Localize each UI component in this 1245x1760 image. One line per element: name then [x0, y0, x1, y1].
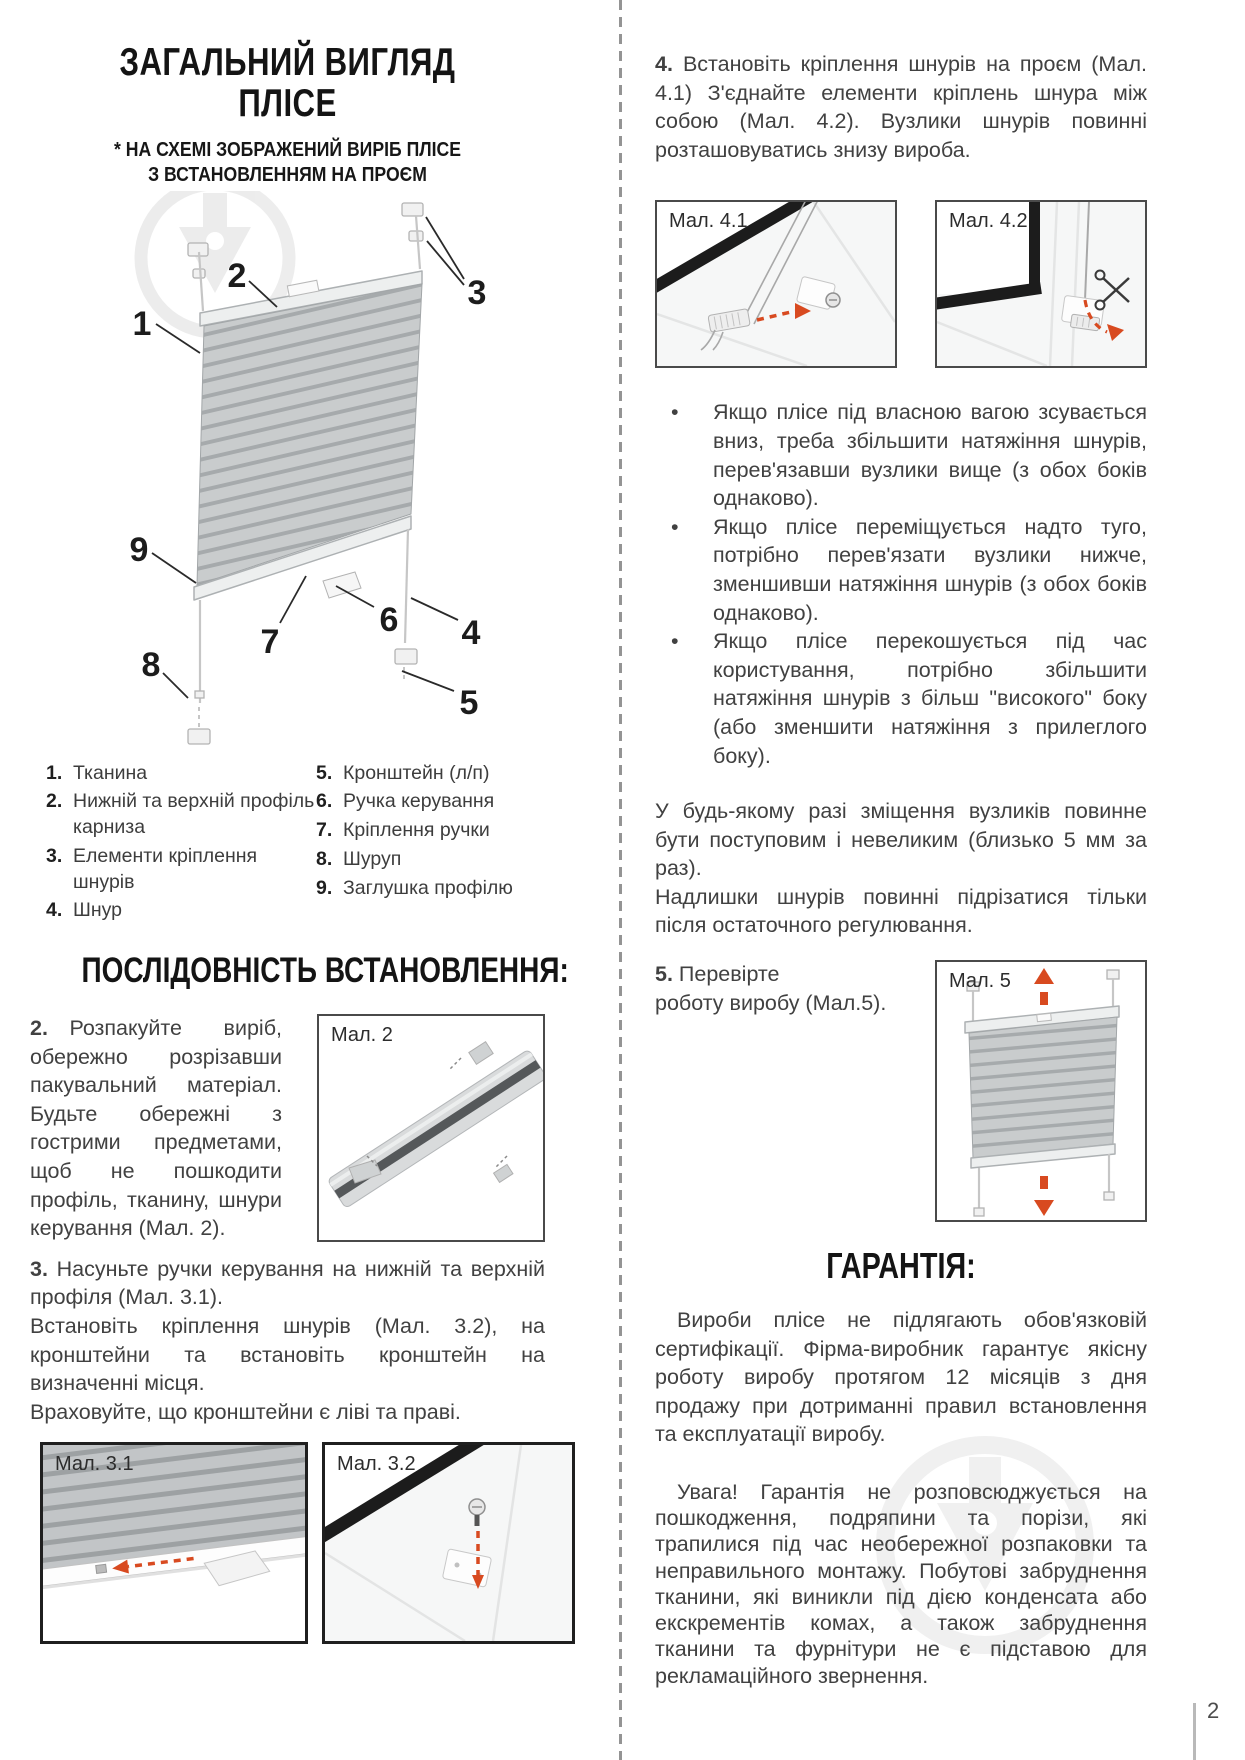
figure-3-2: [322, 1442, 575, 1644]
figure-2: [317, 1014, 545, 1242]
note-line-1: У будь-якому разі зміщення вузликів повинне бути поступовим і невеликим (близько 5 мм за раз).: [655, 799, 1147, 881]
warranty-title: ГАРАНТІЯ:: [826, 1245, 976, 1287]
subtitle-line-2: З ВСТАНОВЛЕННЯМ НА ПРОЄМ: [148, 162, 427, 186]
bullet-icon: •: [671, 400, 679, 425]
figure-2-illustration: [319, 1016, 543, 1240]
page-number: 2: [1207, 1698, 1220, 1723]
parts-legend: [30, 761, 545, 927]
figure-3-1-label: Мал. 3.1: [55, 1453, 134, 1476]
legend-item: 5. Кронштейн (л/п): [316, 761, 490, 784]
page-subtitle: [30, 137, 545, 187]
callout-4: 4: [461, 613, 481, 652]
step-3-line-1: 3. Насуньте ручки керування на нижній та верхній профіля (Мал. 3.1).: [30, 1256, 545, 1310]
subtitle-line-1: * НА СХЕМІ ЗОБРАЖЕНИЙ ВИРІБ ПЛІСЕ: [113, 137, 462, 161]
blind-overview-diagram: [30, 191, 545, 761]
right-column: [655, 0, 1147, 1689]
section-title-installation: ПОСЛІДОВНІСТЬ ВСТАНОВЛЕННЯ:: [81, 951, 569, 991]
figures-4-row: [655, 200, 1147, 368]
column-divider: [619, 0, 622, 1760]
callout-5: 5: [459, 683, 479, 722]
bullet-icon: •: [671, 514, 679, 539]
step-3-block: [30, 1255, 545, 1427]
legend-item: 4. Шнур: [46, 899, 123, 922]
figure-5-illustration: [937, 962, 1145, 1220]
page-title: [30, 42, 545, 125]
step-5-block: [655, 960, 1147, 1222]
figures-3-row: [40, 1442, 575, 1644]
step-2-text: 2. Розпакуйте виріб, обережно розрізавши пакувальний матеріал. Будьте обережні з гострими предметами, щоб не пошкодити профіль, тканину, шнури керування (Мал. 2).: [30, 1016, 282, 1241]
legend-item: 1. Тканина: [46, 761, 148, 784]
figure-5-label: Мал. 5: [949, 970, 1011, 993]
legend-item: 7. Кріплення ручки: [316, 819, 490, 842]
title-line-1: ЗАГАЛЬНИЙ ВИГЛЯД: [119, 41, 456, 84]
figure-4-1-label: Мал. 4.1: [669, 210, 748, 233]
callout-2: 2: [227, 256, 247, 295]
figure-4-2: [935, 200, 1147, 368]
legend-item: 9. Заглушка профілю: [316, 876, 513, 899]
step-2-block: [30, 1014, 545, 1243]
figure-3-1: [40, 1442, 308, 1644]
bullet-icon: •: [671, 629, 679, 654]
callout-3: 3: [467, 273, 487, 312]
figure-2-label: Мал. 2: [331, 1024, 393, 1047]
page-number-rule: [1193, 1703, 1196, 1760]
callout-6: 6: [379, 600, 399, 639]
warranty-paragraph-2: Увага! Гарантія не розповсюджується на пошкодження, подряпини та порізи, які трапилися під час необережної розпаковки та неправильного монтажу. Побутові забруднення тканини, які виникли під дією конденсата або екскрементів комах, а також забруднення тканини та фурнітури не є підставою для рекламаційного звернення.: [655, 1480, 1147, 1688]
title-line-2: ПЛІСЕ: [238, 82, 337, 126]
bullet-item: • Якщо плісе переміщується надто туго, потрібно перев'язати вузлики нижче, зменшивши натяжіння шнурів (з обох боків однаково).: [655, 513, 1147, 627]
figure-4-2-label: Мал. 4.2: [949, 210, 1028, 233]
legend-item: 2. Нижній та верхній профіль карниза: [46, 790, 315, 839]
callout-7: 7: [260, 622, 280, 661]
step-3-line-3: Враховуйте, що кронштейни є ліві та праві.: [30, 1399, 461, 1424]
callout-1: 1: [132, 304, 152, 343]
adjustment-note: [655, 797, 1147, 940]
warranty-paragraph-1: Вироби плісе не підлягають обов'язковій сертифікації. Фірма-виробник гарантує якісну роботу виробу протягом 12 місяців з дня продажу при дотриманні правил встановлення та експлуатації виробу.: [655, 1308, 1147, 1447]
figure-5: [935, 960, 1147, 1222]
legend-column-2: [316, 761, 545, 927]
legend-item: 3. Елементи кріплення шнурів: [46, 844, 258, 893]
figure-4-1: [655, 200, 897, 368]
bullet-item: • Якщо плісе перекошується під час користування, потрібно збільшити натяжіння шнурів з більш "високого" боку (або зменшити натяжіння з прилеглого боку).: [655, 627, 1147, 770]
step-4-text: 4. Встановіть кріплення шнурів на проєм (Мал. 4.1) З'єднайте елементи кріплень шнура між собою (Мал. 4.2). Вузлики шнурів повинні розташовуватись знизу вироба.: [655, 52, 1147, 162]
left-column: [30, 0, 569, 1644]
adjustment-bullet-list: [655, 398, 1147, 770]
figure-3-2-label: Мал. 3.2: [337, 1453, 416, 1476]
step-5-text: 5. Перевірте роботу виробу (Мал.5).: [655, 962, 887, 1015]
legend-item: 6. Ручка керування: [316, 790, 495, 813]
callout-9: 9: [129, 530, 149, 569]
bullet-item: • Якщо плісе під власною вагою зсувається вниз, треба збільшити натяжіння шнурів, перев'язавши вузлики вище (з обох боків однаково).: [655, 398, 1147, 512]
step-3-line-2: Встановіть кріплення шнурів (Мал. 3.2), на кронштейни та встановіть кронштейн на визначенні місця.: [30, 1314, 545, 1396]
legend-item: 8. Шуруп: [316, 847, 402, 870]
note-line-2: Надлишки шнурів повинні підрізатися тільки після остаточного регулювання.: [655, 884, 1147, 938]
callout-8: 8: [141, 645, 161, 684]
legend-column-1: [46, 761, 316, 927]
